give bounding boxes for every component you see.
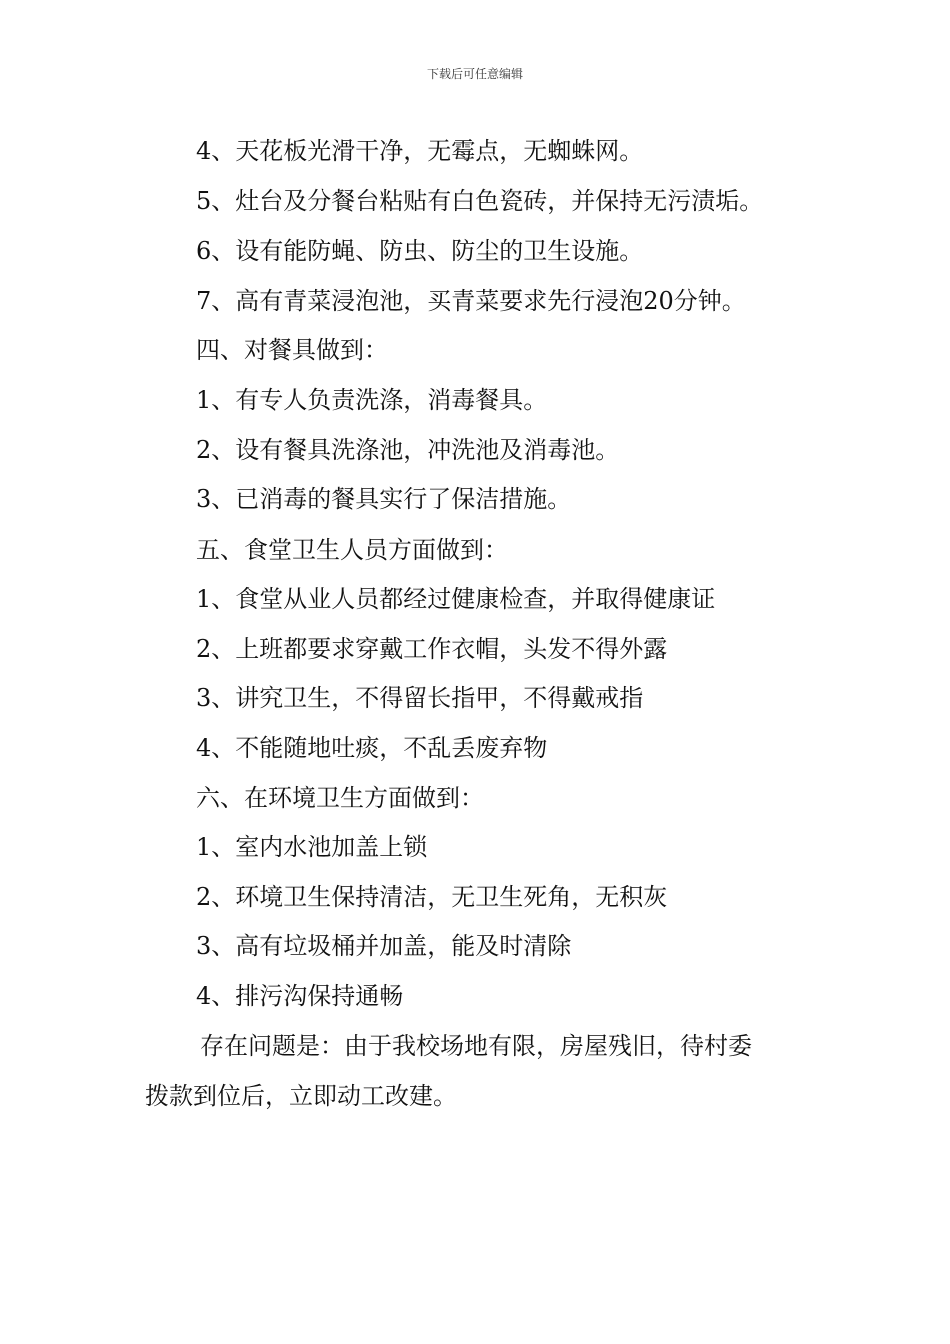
closing-line: 拨款到位后，立即动工改建。 bbox=[145, 1082, 457, 1110]
section-heading: 五、食堂卫生人员方面做到： bbox=[196, 536, 508, 564]
list-item: 3、高有垃圾桶并加盖，能及时清除 bbox=[196, 932, 572, 960]
list-item: 1、有专人负责洗涤，消毒餐具。 bbox=[196, 386, 548, 414]
page-header: 下载后可任意编辑 bbox=[426, 67, 523, 81]
list-item: 5、灶台及分餐台粘贴有白色瓷砖，并保持无污渍垢。 bbox=[196, 187, 764, 215]
list-item: 1、室内水池加盖上锁 bbox=[196, 833, 428, 861]
list-item: 3、已消毒的餐具实行了保洁措施。 bbox=[196, 485, 572, 513]
list-item: 6、设有能防蝇、防虫、防尘的卫生设施。 bbox=[196, 237, 644, 265]
list-item: 7、高有青菜浸泡池，买青菜要求先行浸泡20分钟。 bbox=[196, 287, 746, 315]
list-item: 2、环境卫生保持清洁，无卫生死角，无积灰 bbox=[196, 883, 668, 911]
list-item: 4、不能随地吐痰，不乱丢废弃物 bbox=[196, 734, 548, 762]
list-item: 4、天花板光滑干净，无霉点，无蜘蛛网。 bbox=[196, 137, 644, 165]
list-item: 2、上班都要求穿戴工作衣帽，头发不得外露 bbox=[196, 635, 668, 663]
list-item: 1、食堂从业人员都经过健康检查，并取得健康证 bbox=[196, 585, 716, 613]
list-item: 2、设有餐具洗涤池，冲洗池及消毒池。 bbox=[196, 436, 620, 464]
closing-line: 存在问题是：由于我校场地有限，房屋残旧，待村委 bbox=[200, 1032, 752, 1060]
closing-paragraph bbox=[145, 1031, 815, 1111]
list-item: 3、讲究卫生，不得留长指甲，不得戴戒指 bbox=[196, 684, 644, 712]
section-heading: 六、在环境卫生方面做到： bbox=[196, 784, 484, 812]
list-item: 4、排污沟保持通畅 bbox=[196, 982, 404, 1010]
section-heading: 四、对餐具做到： bbox=[196, 336, 388, 364]
